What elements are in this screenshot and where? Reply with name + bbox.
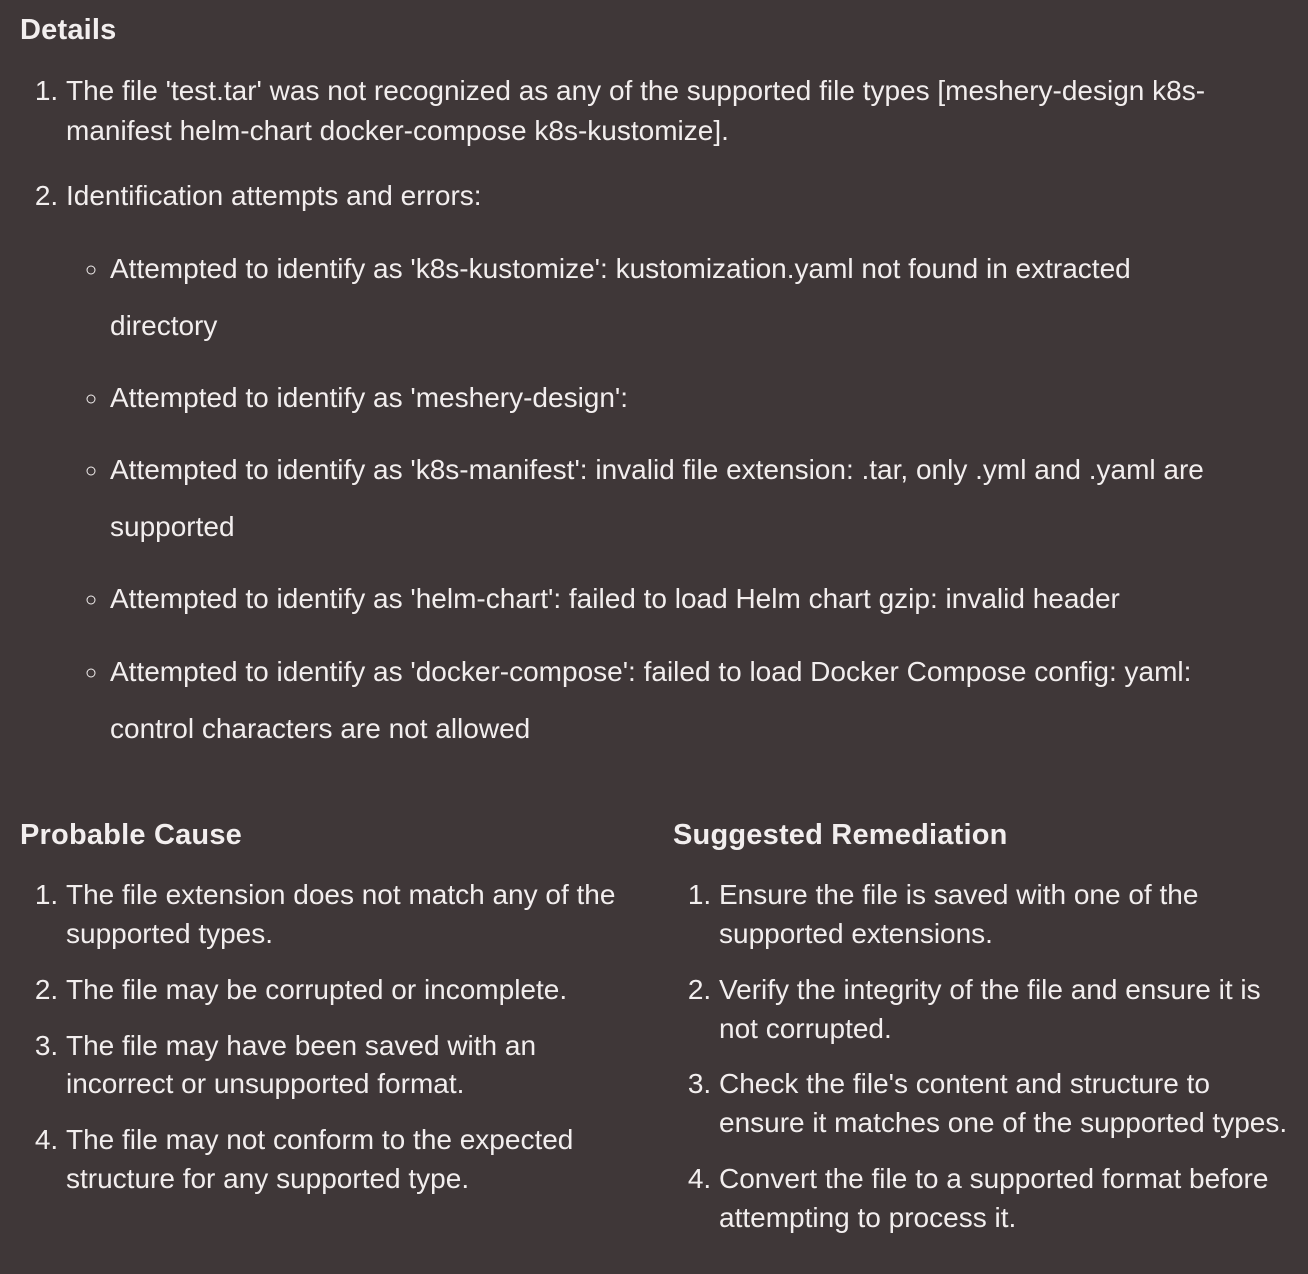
suggested-remediation-item: 4. Convert the file to a supported format before attempting to process it.	[719, 1160, 1290, 1238]
probable-cause-section	[20, 819, 637, 1255]
identification-attempts-list	[66, 240, 1226, 757]
suggested-remediation-item: 3. Check the file's content and structure to ensure it matches one of the supported types.	[719, 1065, 1290, 1143]
attempt-item-meshery-design: ◦ Attempted to identify as 'meshery-design':	[110, 369, 1226, 426]
probable-cause-list	[20, 876, 637, 1199]
details-item-identification-attempts	[66, 176, 1226, 757]
attempt-item-helm-chart: ◦ Attempted to identify as 'helm-chart': failed to load Helm chart gzip: invalid header	[110, 570, 1226, 627]
details-list	[20, 71, 1290, 757]
attempt-item-docker-compose: ◦ Attempted to identify as 'docker-compose': failed to load Docker Compose config: yaml: control characters are not allowed	[110, 643, 1226, 757]
details-item-file-not-recognized	[66, 71, 1226, 152]
probable-cause-item: 4. The file may not conform to the expected structure for any supported type.	[66, 1121, 637, 1199]
suggested-remediation-heading: Suggested Remediation	[673, 818, 1008, 851]
suggested-remediation-item: 1. Ensure the file is saved with one of the supported extensions.	[719, 876, 1290, 954]
suggested-remediation-list	[673, 876, 1290, 1238]
probable-cause-item: 3. The file may have been saved with an incorrect or unsupported format.	[66, 1027, 637, 1105]
suggested-remediation-section	[673, 819, 1290, 1255]
details-item-text: Identification attempts and errors:	[66, 179, 482, 211]
cause-remediation-columns	[20, 819, 1290, 1255]
suggested-remediation-item: 2. Verify the integrity of the file and ensure it is not corrupted.	[719, 971, 1290, 1049]
details-item-text: The file 'test.tar' was not recognized as any of the supported file types [meshery-design k8s-manifest helm-chart docker-compose k8s-kustomize].	[66, 75, 1206, 147]
attempt-item-k8s-kustomize: ◦ Attempted to identify as 'k8s-kustomize': kustomization.yaml not found in extracted directory	[110, 240, 1226, 354]
probable-cause-item: 1. The file extension does not match any of the supported types.	[66, 876, 637, 954]
probable-cause-item: 2. The file may be corrupted or incomplete.	[66, 971, 637, 1010]
probable-cause-heading: Probable Cause	[20, 818, 242, 851]
details-heading: Details	[20, 14, 117, 46]
attempt-item-k8s-manifest: ◦ Attempted to identify as 'k8s-manifest': invalid file extension: .tar, only .yml and .yaml are supported	[110, 441, 1226, 555]
